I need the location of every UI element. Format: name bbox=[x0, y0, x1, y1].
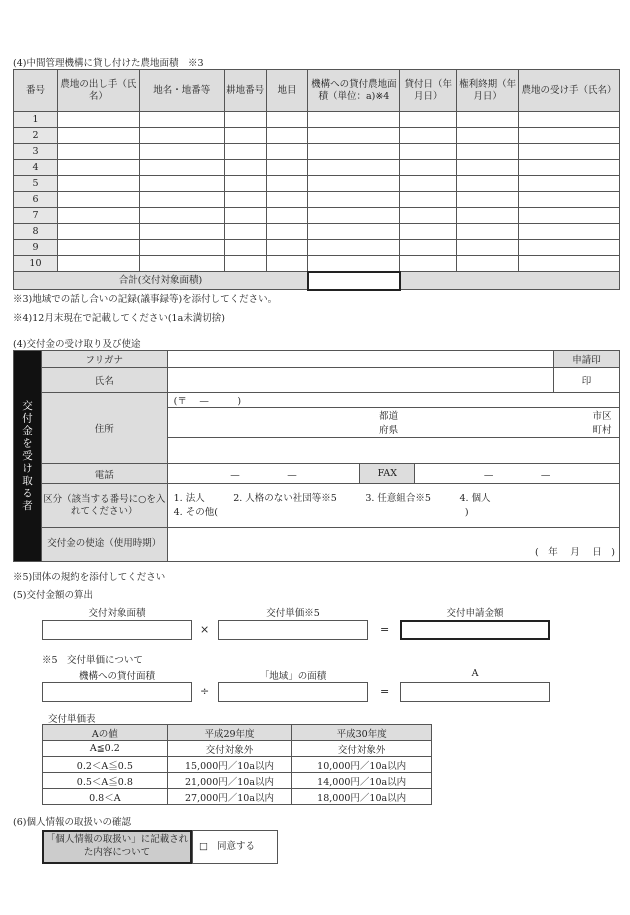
apply-amount-input[interactable] bbox=[400, 620, 550, 640]
unit-price-cell: 27,000円／10a以内 bbox=[167, 789, 292, 805]
phone-field[interactable]: — — bbox=[167, 464, 360, 484]
row-number: 7 bbox=[14, 208, 58, 224]
total-blank bbox=[400, 272, 620, 290]
farmland-cell[interactable] bbox=[308, 160, 400, 176]
farmland-header-5: 機構への貸付農地面積（単位：a)※4 bbox=[308, 70, 400, 112]
row-number: 5 bbox=[14, 176, 58, 192]
unit-price-cell: 0.8＜A bbox=[43, 789, 168, 805]
recipient-side-label: 交付金を受け取る者 bbox=[14, 351, 42, 562]
farmland-row bbox=[14, 224, 620, 240]
farmland-cell[interactable] bbox=[400, 112, 457, 128]
farmland-cell[interactable] bbox=[57, 144, 139, 160]
farmland-table bbox=[13, 69, 620, 291]
usage-field[interactable]: ( 年 月 日 ) bbox=[167, 528, 619, 562]
farmland-cell[interactable] bbox=[57, 208, 139, 224]
farmland-cell[interactable] bbox=[457, 160, 519, 176]
farmland-cell[interactable] bbox=[139, 176, 224, 192]
total-label: 合計(交付対象面積) bbox=[14, 272, 308, 290]
farmland-cell[interactable] bbox=[519, 112, 620, 128]
farmland-cell[interactable] bbox=[224, 224, 266, 240]
lent-area-input[interactable] bbox=[42, 682, 192, 702]
farmland-header-4: 地目 bbox=[266, 70, 308, 112]
a-value-input[interactable] bbox=[400, 682, 550, 702]
fax-label: FAX bbox=[360, 464, 415, 484]
farmland-cell[interactable] bbox=[224, 240, 266, 256]
farmland-cell[interactable] bbox=[266, 224, 308, 240]
farmland-cell[interactable] bbox=[519, 256, 620, 272]
farmland-cell[interactable] bbox=[57, 176, 139, 192]
unit-price-table-title: 交付単価表 bbox=[48, 714, 96, 725]
farmland-cell[interactable] bbox=[308, 144, 400, 160]
farmland-cell[interactable] bbox=[266, 240, 308, 256]
label-a: A bbox=[471, 668, 479, 679]
unit-price-cell: 平成29年度 bbox=[167, 725, 292, 741]
total-row bbox=[14, 272, 620, 290]
row-number: 1 bbox=[14, 112, 58, 128]
farmland-cell[interactable] bbox=[224, 176, 266, 192]
address-label: 住所 bbox=[41, 393, 167, 464]
furigana-field[interactable] bbox=[167, 351, 553, 368]
farmland-cell[interactable] bbox=[57, 192, 139, 208]
unit-price-row bbox=[43, 725, 432, 741]
farmland-cell[interactable] bbox=[400, 208, 457, 224]
target-area-input[interactable] bbox=[42, 620, 192, 640]
farmland-row bbox=[14, 144, 620, 160]
privacy-box: 「個人情報の取扱い」に記載された内容について bbox=[42, 830, 192, 864]
seal-box[interactable]: 印 bbox=[554, 368, 620, 393]
farmland-cell[interactable] bbox=[266, 256, 308, 272]
farmland-cell[interactable] bbox=[139, 224, 224, 240]
farmland-cell[interactable] bbox=[308, 256, 400, 272]
unit-price-row bbox=[43, 757, 432, 773]
address-field-2[interactable] bbox=[167, 438, 619, 464]
unit-price-cell: 0.2＜A≦0.5 bbox=[43, 757, 168, 773]
usage-label: 交付金の使途（使用時期） bbox=[41, 528, 167, 562]
farmland-cell[interactable] bbox=[308, 224, 400, 240]
label-target-area: 交付対象面積 bbox=[88, 608, 146, 619]
farmland-cell[interactable] bbox=[519, 144, 620, 160]
unit-price-subtitle: ※5 交付単価について bbox=[42, 655, 143, 666]
farmland-cell[interactable] bbox=[457, 256, 519, 272]
farmland-cell[interactable] bbox=[57, 160, 139, 176]
total-area-field[interactable] bbox=[308, 272, 400, 290]
farmland-cell[interactable] bbox=[139, 240, 224, 256]
farmland-cell[interactable] bbox=[400, 176, 457, 192]
farmland-cell[interactable] bbox=[224, 144, 266, 160]
equals-sign-2: = bbox=[380, 685, 390, 698]
farmland-cell[interactable] bbox=[266, 208, 308, 224]
farmland-cell[interactable] bbox=[57, 224, 139, 240]
farmland-row bbox=[14, 256, 620, 272]
farmland-cell[interactable] bbox=[308, 176, 400, 192]
category-line-2[interactable]: 4. その他( ) bbox=[173, 506, 469, 518]
agree-checkbox[interactable]: □ bbox=[199, 841, 208, 852]
note-5: ※5)団体の規約を添付してください bbox=[13, 572, 166, 583]
unit-price-cell: 0.5＜A≦0.8 bbox=[43, 773, 168, 789]
farmland-cell[interactable] bbox=[400, 160, 457, 176]
row-number: 3 bbox=[14, 144, 58, 160]
label-lent-area: 機構への貸付面積 bbox=[78, 671, 155, 682]
phone-label: 電話 bbox=[41, 464, 167, 484]
category-label: 区分（該当する番号に○を入れてください） bbox=[41, 484, 167, 528]
category-options[interactable] bbox=[167, 484, 619, 528]
farmland-cell[interactable] bbox=[266, 112, 308, 128]
row-number: 4 bbox=[14, 160, 58, 176]
farmland-cell[interactable] bbox=[400, 128, 457, 144]
farmland-header-3: 耕地番号 bbox=[224, 70, 266, 112]
farmland-cell[interactable] bbox=[57, 240, 139, 256]
unit-price-cell: 平成30年度 bbox=[292, 725, 432, 741]
farmland-cell[interactable] bbox=[266, 176, 308, 192]
farmland-cell[interactable] bbox=[224, 112, 266, 128]
farmland-cell[interactable] bbox=[457, 240, 519, 256]
divide-sign: ÷ bbox=[200, 685, 210, 698]
row-number: 8 bbox=[14, 224, 58, 240]
section-5-title: (5)交付金額の算出 bbox=[13, 590, 93, 601]
farmland-cell[interactable] bbox=[224, 208, 266, 224]
farmland-cell[interactable] bbox=[519, 176, 620, 192]
farmland-cell[interactable] bbox=[57, 128, 139, 144]
row-number: 9 bbox=[14, 240, 58, 256]
unit-price-table bbox=[42, 724, 432, 805]
unit-price-cell: 交付対象外 bbox=[167, 741, 292, 757]
unit-price-cell: 21,000円／10a以内 bbox=[167, 773, 292, 789]
row-number: 2 bbox=[14, 128, 58, 144]
todofuken-label: 都道府県 bbox=[379, 411, 399, 436]
unit-price-cell: Aの値 bbox=[43, 725, 168, 741]
farmland-cell[interactable] bbox=[224, 160, 266, 176]
unit-price-cell: 14,000円／10a以内 bbox=[292, 773, 432, 789]
category-line-1[interactable]: 1. 法人 2. 人格のない社団等※5 3. 任意組合※5 4. 個人 bbox=[173, 493, 491, 505]
unit-price-cell: 15,000円／10a以内 bbox=[167, 757, 292, 773]
recipient-table bbox=[13, 350, 620, 562]
farmland-cell[interactable] bbox=[57, 112, 139, 128]
farmland-header-8: 農地の受け手（氏名） bbox=[519, 70, 620, 112]
unit-price-cell: A≦0.2 bbox=[43, 741, 168, 757]
section-4b-title: (4)交付金の受け取り及び使途 bbox=[13, 339, 141, 350]
agree-cell[interactable] bbox=[192, 830, 278, 864]
farmland-header-6: 貸付日（年月日） bbox=[400, 70, 457, 112]
unit-price-cell: 10,000円／10a以内 bbox=[292, 757, 432, 773]
section-4a-title: (4)中間管理機構に貸し付けた農地面積 ※3 bbox=[13, 58, 204, 69]
agree-label: 同意する bbox=[217, 841, 256, 852]
label-region-area: 「地域」の面積 bbox=[259, 671, 327, 682]
shikuchoson-label: 市区町村 bbox=[592, 411, 612, 436]
farmland-row bbox=[14, 176, 620, 192]
farmland-cell[interactable] bbox=[519, 224, 620, 240]
farmland-cell[interactable] bbox=[308, 240, 400, 256]
farmland-cell[interactable] bbox=[308, 192, 400, 208]
farmland-cell[interactable] bbox=[224, 128, 266, 144]
postal-field[interactable]: (〒 — ) bbox=[167, 393, 619, 408]
farmland-row bbox=[14, 240, 620, 256]
unit-price-row bbox=[43, 773, 432, 789]
label-apply-amount: 交付申請金額 bbox=[446, 608, 504, 619]
farmland-cell[interactable] bbox=[139, 160, 224, 176]
farmland-cell[interactable] bbox=[457, 208, 519, 224]
farmland-cell[interactable] bbox=[457, 192, 519, 208]
farmland-row bbox=[14, 128, 620, 144]
farmland-cell[interactable] bbox=[224, 256, 266, 272]
farmland-cell[interactable] bbox=[400, 192, 457, 208]
farmland-cell[interactable] bbox=[266, 128, 308, 144]
farmland-cell[interactable] bbox=[519, 240, 620, 256]
farmland-cell[interactable] bbox=[139, 128, 224, 144]
label-unit-price: 交付単価※5 bbox=[266, 608, 320, 619]
equals-sign: = bbox=[380, 623, 390, 636]
farmland-cell[interactable] bbox=[57, 256, 139, 272]
note-4: ※4)12月末現在で記載してください(1a未満切捨) bbox=[13, 313, 225, 324]
row-number: 10 bbox=[14, 256, 58, 272]
farmland-cell[interactable] bbox=[308, 112, 400, 128]
farmland-cell[interactable] bbox=[457, 224, 519, 240]
farmland-cell[interactable] bbox=[519, 192, 620, 208]
farmland-cell[interactable] bbox=[139, 192, 224, 208]
name-label: 氏名 bbox=[41, 368, 167, 393]
farmland-cell[interactable] bbox=[457, 176, 519, 192]
note-3: ※3)地域での話し合いの記録(議事録等)を添付してください。 bbox=[13, 294, 278, 305]
farmland-cell[interactable] bbox=[266, 160, 308, 176]
farmland-cell[interactable] bbox=[400, 144, 457, 160]
farmland-cell[interactable] bbox=[400, 256, 457, 272]
unit-price-input[interactable] bbox=[218, 620, 368, 640]
seal-header: 申請印 bbox=[554, 351, 620, 368]
row-number: 6 bbox=[14, 192, 58, 208]
farmland-cell[interactable] bbox=[400, 224, 457, 240]
times-sign: × bbox=[200, 623, 210, 636]
farmland-cell[interactable] bbox=[308, 208, 400, 224]
farmland-cell[interactable] bbox=[139, 144, 224, 160]
farmland-header-1: 農地の出し手（氏名） bbox=[57, 70, 139, 112]
farmland-cell[interactable] bbox=[457, 112, 519, 128]
region-area-input[interactable] bbox=[218, 682, 368, 702]
unit-price-cell: 交付対象外 bbox=[292, 741, 432, 757]
farmland-cell[interactable] bbox=[519, 208, 620, 224]
farmland-cell[interactable] bbox=[266, 192, 308, 208]
unit-price-row bbox=[43, 789, 432, 805]
farmland-cell[interactable] bbox=[400, 240, 457, 256]
farmland-cell[interactable] bbox=[457, 144, 519, 160]
farmland-row bbox=[14, 192, 620, 208]
section-6-title: (6)個人情報の取扱いの確認 bbox=[13, 817, 131, 828]
farmland-row bbox=[14, 208, 620, 224]
farmland-cell[interactable] bbox=[224, 192, 266, 208]
unit-price-row bbox=[43, 741, 432, 757]
unit-price-cell: 18,000円／10a以内 bbox=[292, 789, 432, 805]
farmland-cell[interactable] bbox=[139, 208, 224, 224]
farmland-row bbox=[14, 160, 620, 176]
farmland-cell[interactable] bbox=[519, 160, 620, 176]
farmland-cell[interactable] bbox=[139, 256, 224, 272]
furigana-label: フリガナ bbox=[41, 351, 167, 368]
farmland-cell[interactable] bbox=[266, 144, 308, 160]
fax-field[interactable]: — — bbox=[415, 464, 620, 484]
farmland-header-7: 権利終期（年月日） bbox=[457, 70, 519, 112]
farmland-cell[interactable] bbox=[457, 128, 519, 144]
farmland-row bbox=[14, 112, 620, 128]
farmland-cell[interactable] bbox=[519, 128, 620, 144]
farmland-header-2: 地名・地番等 bbox=[139, 70, 224, 112]
farmland-cell[interactable] bbox=[139, 112, 224, 128]
address-field[interactable] bbox=[167, 408, 619, 438]
farmland-cell[interactable] bbox=[308, 128, 400, 144]
farmland-header-0: 番号 bbox=[14, 70, 58, 112]
name-field[interactable] bbox=[167, 368, 553, 393]
